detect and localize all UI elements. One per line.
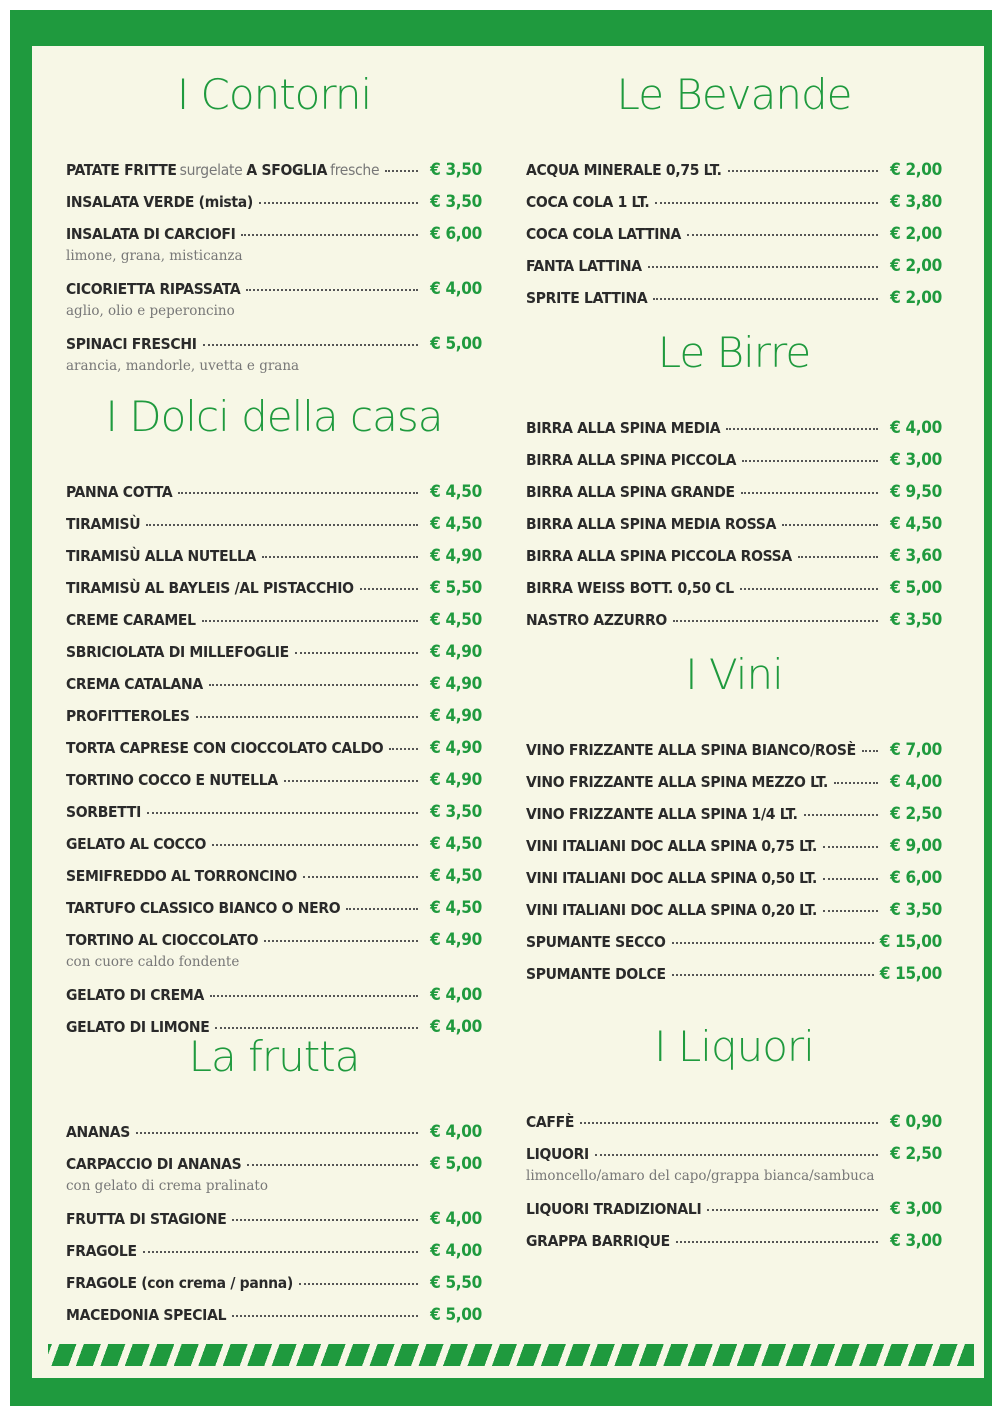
item-description: con cuore caldo fondente (66, 954, 240, 970)
menu-item (66, 1122, 482, 1154)
item-name: GRAPPA BARRIQUE (526, 1232, 670, 1250)
item-name: INSALATA DI CARCIOFI (66, 225, 236, 243)
item-name: PANNA COTTA (66, 483, 173, 501)
item-price: € 3,00 (890, 1199, 942, 1219)
dot-leader (136, 1132, 418, 1134)
dot-leader (782, 524, 878, 526)
menu-item (66, 279, 482, 301)
dot-leader (862, 750, 878, 752)
item-price: € 3,50 (890, 900, 942, 920)
menu-item (526, 546, 942, 578)
dot-leader (742, 460, 878, 462)
dot-leader (232, 1315, 418, 1317)
item-price: € 0,90 (890, 1112, 942, 1132)
section-title: Le Birre (657, 328, 811, 377)
dot-leader (676, 1241, 878, 1243)
item-name: CREMA CATALANA (66, 675, 203, 693)
item-price: € 2,00 (890, 256, 942, 276)
menu-item (526, 578, 942, 610)
menu-item (526, 224, 942, 256)
item-price: € 4,50 (430, 610, 482, 630)
menu-item (66, 985, 482, 1017)
menu-item (526, 868, 942, 900)
item-price: € 2,50 (890, 804, 942, 824)
item-price: € 4,00 (890, 772, 942, 792)
item-name: TIRAMISÙ ALLA NUTELLA (66, 547, 257, 565)
item-variant-note: surgelate (179, 161, 243, 179)
item-price: € 2,50 (890, 1144, 942, 1164)
item-price: € 3,60 (890, 546, 942, 566)
item-name: BIRRA ALLA SPINA PICCOLA (526, 451, 737, 469)
menu-item (526, 900, 942, 932)
item-price: € 7,00 (890, 740, 942, 760)
item-name: VINO FRIZZANTE ALLA SPINA MEZZO LT. (526, 773, 828, 791)
dot-leader (259, 202, 418, 204)
decorative-stripes (48, 1344, 974, 1366)
item-price: € 4,90 (430, 674, 482, 694)
item-name: PROFITTEROLES (66, 707, 190, 725)
dot-leader (196, 716, 418, 718)
item-price: € 5,00 (890, 578, 942, 598)
item-name: COCA COLA LATTINA (526, 225, 681, 243)
menu-item (526, 964, 942, 996)
item-price: € 3,00 (890, 1231, 942, 1251)
item-price: € 2,00 (890, 288, 942, 308)
menu-item (526, 1144, 942, 1166)
item-description: limone, grana, misticanza (66, 248, 243, 264)
dot-leader (804, 814, 878, 816)
item-price: € 15,00 (879, 932, 942, 952)
menu-section-i-vini (526, 650, 942, 996)
dot-leader (147, 812, 418, 814)
menu-item (66, 224, 482, 246)
item-name: BIRRA ALLA SPINA GRANDE (526, 483, 735, 501)
menu-section-i-contorni (66, 70, 482, 389)
dot-leader (823, 910, 878, 912)
section-title: I Liquori (654, 1022, 814, 1071)
dot-leader (202, 620, 418, 622)
menu-item (66, 1209, 482, 1241)
section-title: Le Bevande (616, 70, 852, 119)
item-price: € 5,00 (430, 334, 482, 354)
item-name: BIRRA ALLA SPINA PICCOLA ROSSA (526, 547, 792, 565)
item-price: € 9,00 (890, 836, 942, 856)
dot-leader (673, 620, 878, 622)
item-name: SEMIFREDDO AL TORRONCINO (66, 867, 297, 885)
item-name: FRAGOLE (con crema / panna) (66, 1274, 293, 1292)
item-price: € 3,50 (430, 160, 482, 180)
dot-leader (146, 524, 418, 526)
menu-item (66, 1154, 482, 1176)
item-price: € 6,00 (430, 224, 482, 244)
item-price: € 4,50 (890, 514, 942, 534)
item-name: INSALATA VERDE (mista) (66, 193, 253, 211)
menu-section-le-birre (526, 328, 942, 642)
item-name: VINO FRIZZANTE ALLA SPINA BIANCO/ROSÈ (526, 741, 856, 759)
item-name: MACEDONIA SPECIAL (66, 1306, 227, 1324)
dot-leader (385, 170, 418, 172)
item-name: GELATO DI LIMONE (66, 1018, 210, 1036)
menu-item (66, 706, 482, 738)
dot-leader (295, 652, 418, 654)
menu-item (66, 930, 482, 952)
dot-leader (672, 942, 874, 944)
section-title: I Vini (685, 650, 783, 699)
item-name: GELATO AL COCCO (66, 835, 207, 853)
dot-leader (284, 780, 418, 782)
item-description: con gelato di crema pralinato (66, 1178, 268, 1194)
menu-item (66, 482, 482, 514)
item-name: TORTA CAPRESE CON CIOCCOLATO CALDO (66, 739, 384, 757)
menu-item (526, 836, 942, 868)
menu-item (66, 866, 482, 898)
dot-leader (247, 1164, 418, 1166)
menu-item (66, 898, 482, 930)
menu-item (66, 738, 482, 770)
item-price: € 4,50 (430, 482, 482, 502)
menu-item (526, 256, 942, 288)
item-name: SPUMANTE DOLCE (526, 965, 666, 983)
item-name: COCA COLA 1 LT. (526, 193, 650, 211)
item-price: € 4,90 (430, 642, 482, 662)
section-title: I Dolci della casa (105, 392, 443, 441)
item-price: € 3,50 (890, 610, 942, 630)
item-name: TORTINO AL CIOCCOLATO (66, 931, 259, 949)
item-name: BIRRA WEISS BOTT. 0,50 CL (526, 579, 734, 597)
dot-leader (303, 876, 418, 878)
dot-leader (215, 1027, 418, 1029)
menu-item (526, 610, 942, 642)
item-name: ANANAS (66, 1123, 130, 1141)
item-name: FANTA LATTINA (526, 257, 642, 275)
item-price: € 5,00 (430, 1154, 482, 1174)
item-price: € 4,90 (430, 930, 482, 950)
dot-leader (209, 684, 418, 686)
menu-section-la-frutta (66, 1032, 482, 1337)
item-price: € 4,00 (890, 418, 942, 438)
dot-leader (262, 556, 418, 558)
item-name: VINI ITALIANI DOC ALLA SPINA 0,50 LT. (526, 869, 817, 887)
dot-leader (740, 588, 878, 590)
item-price: € 4,90 (430, 706, 482, 726)
dot-leader (672, 974, 874, 976)
item-price: € 2,00 (890, 160, 942, 180)
item-name: CAFFÈ (526, 1113, 575, 1131)
item-name: TIRAMISÙ AL BAYLEIS /AL PISTACCHIO (66, 579, 354, 597)
menu-item (526, 932, 942, 964)
menu-section-le-bevande (526, 70, 942, 320)
item-price: € 4,90 (430, 546, 482, 566)
section-title: La frutta (188, 1032, 360, 1081)
menu-item (526, 740, 942, 772)
item-price: € 4,50 (430, 514, 482, 534)
menu-item (526, 514, 942, 546)
dot-leader (823, 846, 878, 848)
item-price: € 4,90 (430, 770, 482, 790)
dot-leader (798, 556, 878, 558)
item-price: € 5,00 (430, 1305, 482, 1325)
menu-item (66, 1273, 482, 1305)
dot-leader (823, 878, 878, 880)
item-name: VINI ITALIANI DOC ALLA SPINA 0,20 LT. (526, 901, 817, 919)
dot-leader (246, 289, 418, 291)
item-variant-note: fresche (330, 161, 380, 179)
dot-leader (299, 1283, 418, 1285)
menu-section-i-liquori (526, 1022, 942, 1263)
item-description: arancia, mandorle, uvetta e grana (66, 358, 300, 374)
item-price: € 5,50 (430, 578, 482, 598)
item-price: € 4,00 (430, 1241, 482, 1261)
menu-item (526, 160, 942, 192)
item-price: € 3,50 (430, 192, 482, 212)
dot-leader (726, 428, 878, 430)
menu-item (526, 288, 942, 320)
item-description: aglio, olio e peperoncino (66, 303, 235, 319)
menu-item (526, 772, 942, 804)
dot-leader (653, 298, 878, 300)
dot-leader (595, 1154, 878, 1156)
item-name: SPRITE LATTINA (526, 289, 648, 307)
menu-item (66, 546, 482, 578)
menu-item (66, 192, 482, 224)
item-name: PATATE FRITTE (66, 161, 177, 179)
item-price: € 4,50 (430, 866, 482, 886)
dot-leader (264, 940, 418, 942)
dot-leader (241, 234, 418, 236)
menu-item (526, 804, 942, 836)
item-price: € 5,50 (430, 1273, 482, 1293)
menu-item (66, 514, 482, 546)
item-name: CICORIETTA RIPASSATA (66, 280, 241, 298)
item-price: € 4,00 (430, 1122, 482, 1142)
dot-leader (580, 1122, 878, 1124)
item-price: € 4,00 (430, 279, 482, 299)
dot-leader (210, 995, 418, 997)
item-name: TARTUFO CLASSICO BIANCO O NERO (66, 899, 341, 917)
item-name: CREME CARAMEL (66, 611, 196, 629)
item-price: € 4,50 (430, 898, 482, 918)
dot-leader (741, 492, 878, 494)
menu-item (526, 1112, 942, 1144)
item-price: € 6,00 (890, 868, 942, 888)
item-price: € 3,00 (890, 450, 942, 470)
item-price: € 4,00 (430, 1017, 482, 1037)
dot-leader (360, 588, 418, 590)
item-name-alt: A SFOGLIA (246, 161, 328, 179)
item-price: € 4,50 (430, 834, 482, 854)
section-title: I Contorni (176, 70, 372, 119)
item-name: VINI ITALIANI DOC ALLA SPINA 0,75 LT. (526, 837, 817, 855)
item-name: LIQUORI TRADIZIONALI (526, 1200, 702, 1218)
item-price: € 3,50 (430, 802, 482, 822)
menu-item (66, 834, 482, 866)
item-name: SBRICIOLATA DI MILLEFOGLIE (66, 643, 289, 661)
menu-item (66, 674, 482, 706)
item-name: SPUMANTE SECCO (526, 933, 666, 951)
menu-item (526, 1199, 942, 1231)
item-name: TORTINO COCCO E NUTELLA (66, 771, 278, 789)
item-name: GELATO DI CREMA (66, 986, 204, 1004)
menu-item (66, 1241, 482, 1273)
menu-page (32, 46, 984, 1378)
item-name: LIQUORI (526, 1145, 589, 1163)
menu-section-i-dolci-della-casa (66, 392, 482, 1049)
item-name: FRAGOLE (66, 1242, 137, 1260)
menu-item (526, 1231, 942, 1263)
menu-item (526, 192, 942, 224)
menu-item (66, 334, 482, 356)
item-name: NASTRO AZZURRO (526, 611, 667, 629)
dot-leader (707, 1209, 878, 1211)
item-price: € 15,00 (879, 964, 942, 984)
dot-leader (232, 1219, 418, 1221)
item-description: limoncello/amaro del capo/grappa bianca/sambuca (526, 1168, 875, 1184)
item-price: € 2,00 (890, 224, 942, 244)
dot-leader (834, 782, 878, 784)
item-name: SPINACI FRESCHI (66, 335, 197, 353)
dot-leader (203, 344, 418, 346)
item-name: SORBETTI (66, 803, 141, 821)
item-price: € 3,80 (890, 192, 942, 212)
menu-item (66, 802, 482, 834)
item-price: € 4,00 (430, 985, 482, 1005)
item-name: FRUTTA DI STAGIONE (66, 1210, 227, 1228)
item-price: € 4,90 (430, 738, 482, 758)
dot-leader (143, 1251, 418, 1253)
item-name: BIRRA ALLA SPINA MEDIA (526, 419, 721, 437)
dot-leader (687, 234, 878, 236)
menu-item (526, 482, 942, 514)
item-price: € 4,00 (430, 1209, 482, 1229)
menu-item (66, 642, 482, 674)
menu-item (66, 610, 482, 642)
menu-item (526, 450, 942, 482)
dot-leader (346, 908, 418, 910)
dot-leader (728, 170, 878, 172)
item-name: BIRRA ALLA SPINA MEDIA ROSSA (526, 515, 777, 533)
dot-leader (212, 844, 418, 846)
dot-leader (648, 266, 878, 268)
item-name: CARPACCIO DI ANANAS (66, 1155, 242, 1173)
menu-item (66, 578, 482, 610)
dot-leader (389, 748, 418, 750)
item-name: TIRAMISÙ (66, 515, 141, 533)
item-price: € 9,50 (890, 482, 942, 502)
item-name: ACQUA MINERALE 0,75 LT. (526, 161, 722, 179)
menu-item (66, 160, 482, 192)
menu-item (526, 418, 942, 450)
dot-leader (655, 202, 878, 204)
menu-item (66, 770, 482, 802)
menu-item (66, 1305, 482, 1337)
item-name: VINO FRIZZANTE ALLA SPINA 1/4 LT. (526, 805, 798, 823)
dot-leader (178, 492, 418, 494)
